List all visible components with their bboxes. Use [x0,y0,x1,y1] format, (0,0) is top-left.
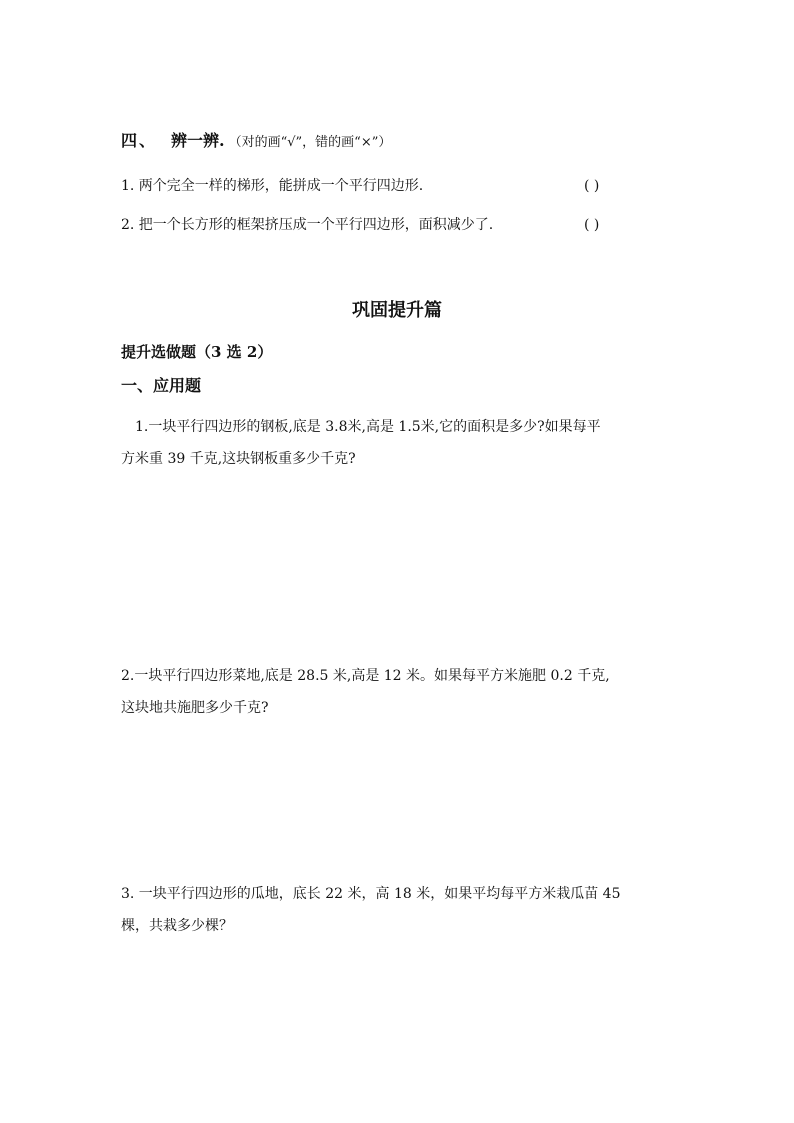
problem-2 [121,660,681,724]
application-problems-heading: 一、应用题 [121,376,202,395]
section4-instruction: （对的画“√”，错的画“×”） [228,135,392,150]
answer-bracket-2[interactable]: ( ) [584,217,600,233]
judge-item-2: 2. 把一个长方形的框架挤压成一个平行四边形，面积减少了. [121,217,494,233]
problem-1 [121,411,681,475]
section4-heading: 辨一辨. [171,131,225,150]
problem-3-line-2: 棵，共栽多少棵？ [121,918,233,934]
problem-2-line-1: 2.一块平行四边形菜地,底是 28.5 米,高是 12 米。如果每平方米施肥 0.2 千克, [121,668,610,684]
problem-1-line-2: 方米重 39 千克,这块钢板重多少千克? [121,451,356,467]
section4-title [121,130,391,154]
problem-3-line-1: 3. 一块平行四边形的瓜地，底长 22 米，高 18 米，如果平均每平方米栽瓜苗 45 [121,886,621,902]
optional-questions-heading: 提升选做题（3 选 2） [121,343,273,361]
problem-1-line-1: 1.一块平行四边形的钢板,底是 3.8米,高是 1.5米,它的面积是多少?如果每平 [135,419,601,435]
problem-2-line-2: 这块地共施肥多少千克? [121,700,269,716]
page-section-heading: 巩固提升篇 [352,300,442,321]
section4-number: 四、 [121,131,158,150]
problem-3 [121,878,681,942]
answer-bracket-1[interactable]: ( ) [584,178,600,194]
judge-item-1: 1. 两个完全一样的梯形，能拼成一个平行四边形. [121,178,424,194]
